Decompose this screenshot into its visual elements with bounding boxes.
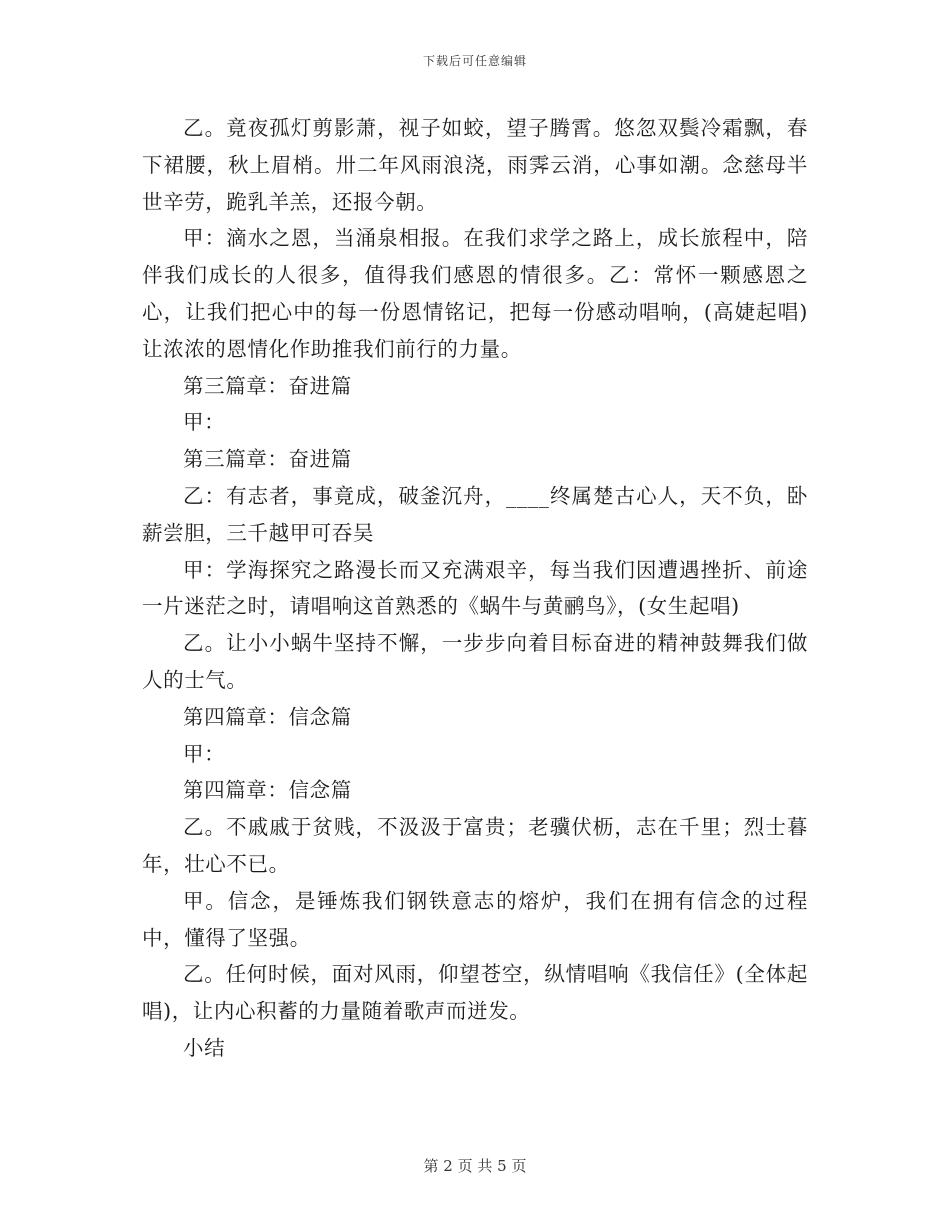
document-body: [142, 110, 808, 1067]
page-header: 下载后可任意编辑: [422, 54, 527, 68]
section-heading: 小结: [183, 1035, 226, 1060]
paragraph: 甲：滴水之恩，当涌泉相报。在我们求学之路上，成长旅程中，陪伴我们成长的人很多，值得我们感恩的情很多。乙：常怀一颗感恩之心，让我们把心中的每一份恩情铭记，把每一份感动唱响，(高婕起唱)让浓浓的恩情化作助推我们前行的力量。: [142, 226, 808, 361]
section-heading: 第四篇章：信念篇: [183, 704, 352, 729]
paragraph: 甲：学海探究之路漫长而又充满艰辛，每当我们因遭遇挫折、前途一片迷茫之时，请唱响这首熟悉的《蜗牛与黄鹂鸟》，(女生起唱): [142, 557, 808, 619]
paragraph: 乙。任何时候，面对风雨，仰望苍空，纵情唱响《我信任》(全体起唱)，让内心积蓄的力量随着歌声而迸发。: [142, 962, 808, 1024]
section-heading: 第三篇章：奋进篇: [183, 373, 352, 398]
paragraph: 乙。让小小蜗牛坚持不懈，一步步向着目标奋进的精神鼓舞我们做人的士气。: [142, 631, 808, 692]
section-heading: 第四篇章：信念篇: [183, 778, 352, 803]
paragraph: 乙。竟夜孤灯剪影萧，视子如蛟，望子腾霄。悠忽双鬓冷霜飘，春下裙腰，秋上眉梢。卅二年风雨浪浇，雨霁云消，心事如潮。念慈母半世辛劳，跪乳羊羔，还报今朝。: [142, 116, 808, 214]
page-number: 第 2 页 共 5 页: [423, 1157, 527, 1175]
paragraph: 甲。信念，是锤炼我们钢铁意志的熔炉，我们在拥有信念的过程中，懂得了坚强。: [142, 888, 808, 950]
paragraph: 乙。不戚戚于贫贱，不汲汲于富贵；老骥伏枥，志在千里；烈士暮年，壮心不已。: [142, 815, 808, 876]
speaker-line: 甲：: [183, 410, 226, 435]
paragraph: 乙：有志者，事竟成，破釜沉舟，____终属楚古心人，天不负，卧薪尝胆，三千越甲可吞吴: [142, 483, 808, 545]
speaker-line: 甲：: [183, 741, 226, 766]
section-heading: 第三篇章：奋进篇: [183, 447, 352, 472]
